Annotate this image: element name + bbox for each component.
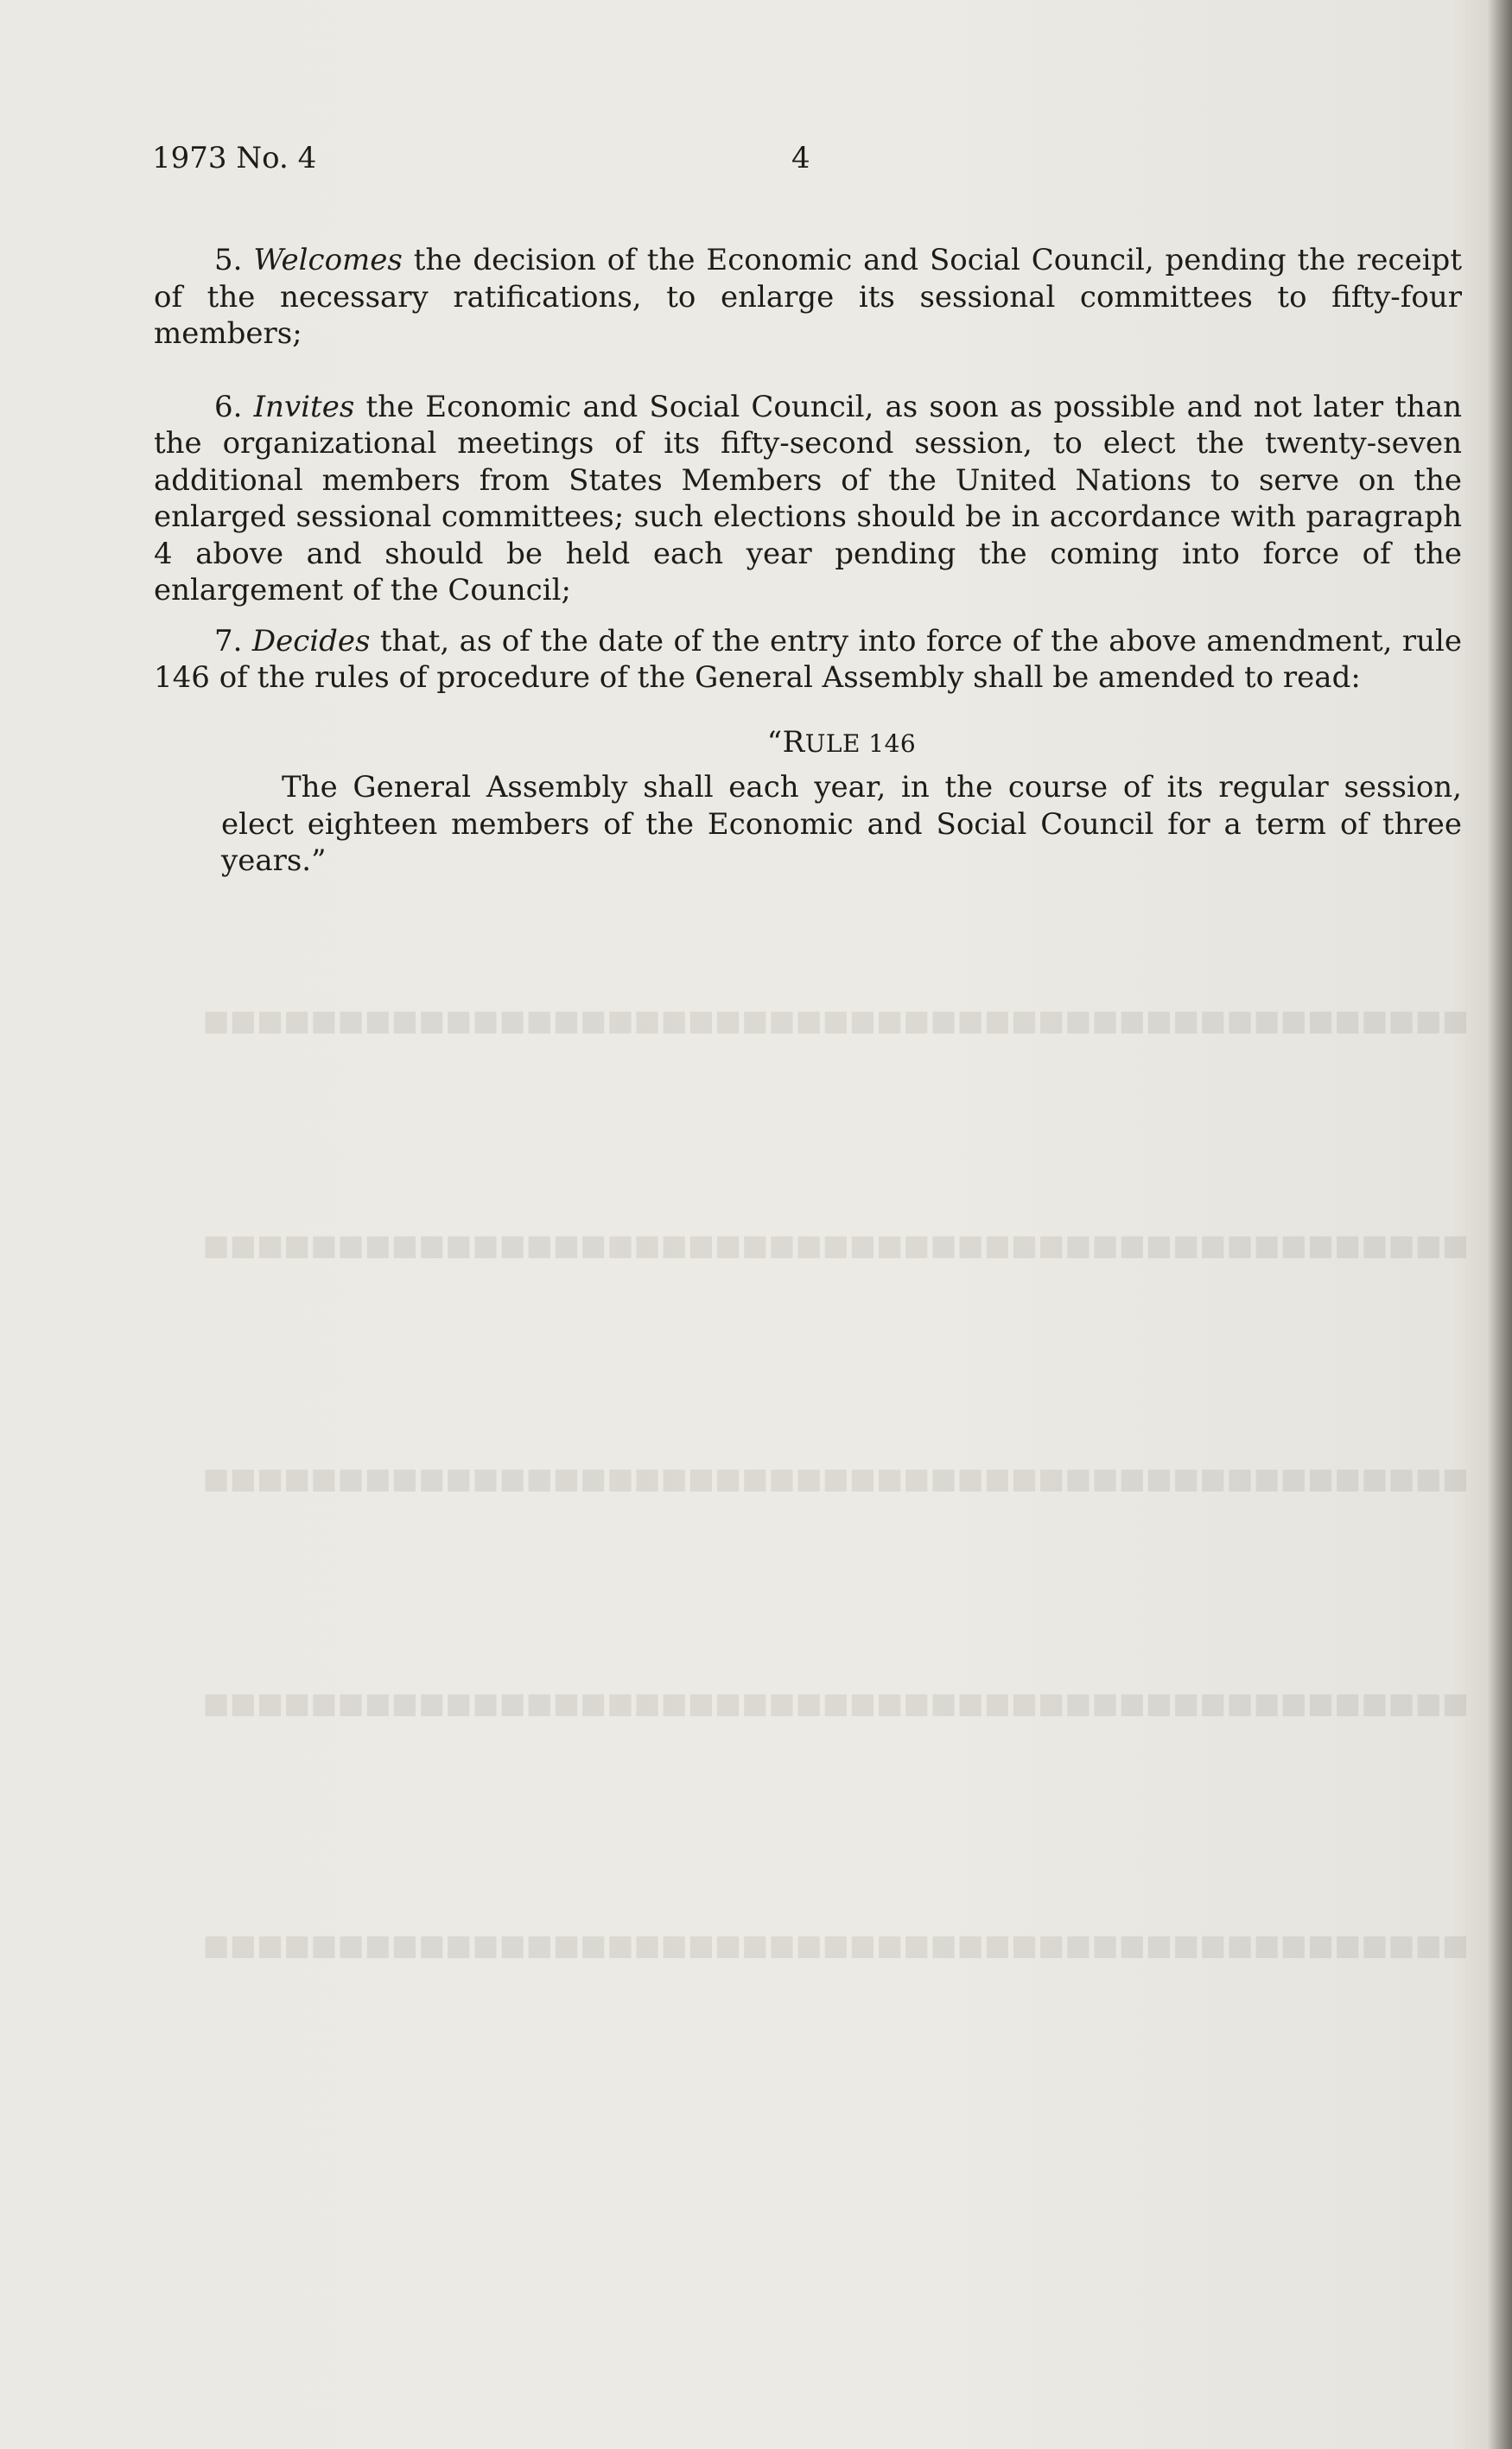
operative-verb: Invites (253, 389, 355, 424)
paragraph-text: that, as of the date of the entry into force of the above amendment, rule 146 of the rules of procedure of the General Assembly shall be amended to read: (154, 623, 1462, 695)
bleed-through-text: ■■■■■■■■■■■■■■■■■■■■■■■■■■■■■■■■■■■■■■■■■■■■■■■ (202, 1686, 1469, 1720)
rule-heading-initial: R (782, 724, 805, 760)
bleed-through-text: ■■■■■■■■■■■■■■■■■■■■■■■■■■■■■■■■■■■■■■■■■■■■■■■ (202, 1228, 1469, 1262)
document-reference: 1973 No. 4 (152, 141, 317, 175)
paragraph-number: 6. (214, 389, 243, 424)
paragraph-7 (154, 623, 1462, 697)
paragraph-5 (154, 242, 1462, 353)
operative-verb: Welcomes (253, 243, 403, 277)
rule-text: The General Assembly shall each year, in the course of its regular session, elect eighteen members of the Economic and Social Council for a term of three years.” (221, 770, 1462, 878)
paragraph-text: the decision of the Economic and Social Council, pending the receipt of the necessary ratifications, to enlarge its sessional committees to fifty-four members; (154, 243, 1462, 351)
bleed-through-text: ■■■■■■■■■■■■■■■■■■■■■■■■■■■■■■■■■■■■■■■■■■■■■■■ (202, 1003, 1469, 1037)
operative-verb: Decides (251, 623, 371, 658)
open-quote: “ (766, 724, 783, 760)
paragraph-number: 5. (214, 243, 243, 277)
paragraph-text: the Economic and Social Council, as soon as possible and not later than the organizational meetings of its fifty-second session, to elect the twenty-seven additional members from States Members of the United Nations to serve on the enlarged sessional committees; such elections should be in accordance with paragraph 4 above and should be held each year pending the coming into force of the enlargement of the Council; (154, 389, 1462, 607)
bleed-through-text: ■■■■■■■■■■■■■■■■■■■■■■■■■■■■■■■■■■■■■■■■■■■■■■■ (202, 1461, 1469, 1495)
page-header (152, 138, 1465, 178)
rule-146-quotation (221, 724, 1462, 880)
page-number: 4 (791, 141, 810, 175)
book-spine-shadow (1488, 0, 1512, 2449)
bleed-through-text: ■■■■■■■■■■■■■■■■■■■■■■■■■■■■■■■■■■■■■■■■■■■■■■■ (202, 1928, 1469, 1962)
paragraph-number: 7. (214, 623, 243, 658)
rule-heading (221, 724, 1462, 763)
paragraph-6 (154, 389, 1462, 609)
rule-heading-rest: ULE 146 (804, 728, 917, 758)
resolution-body (154, 242, 1462, 880)
